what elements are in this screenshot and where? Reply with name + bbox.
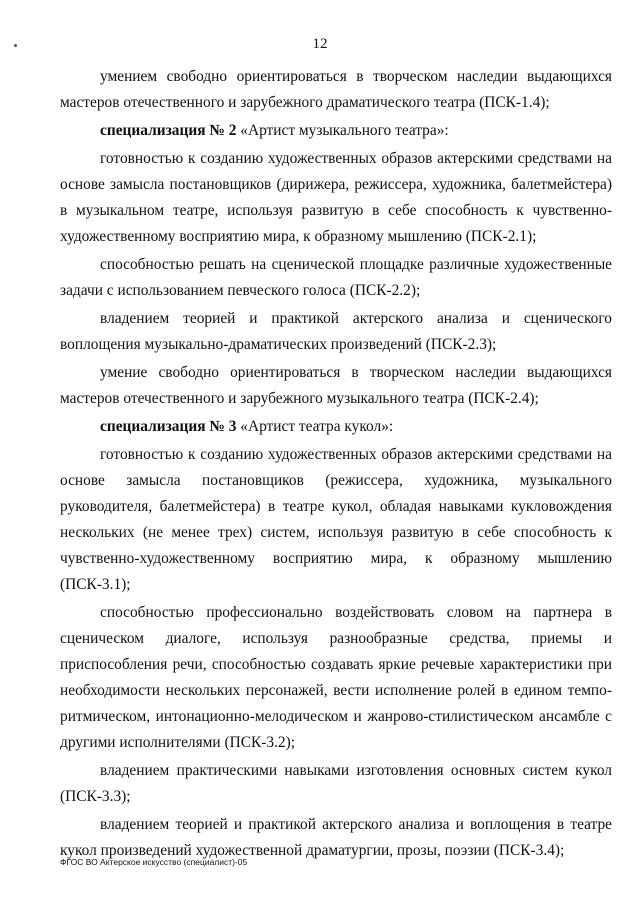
- paragraph-text: готовностью к созданию художественных образов актерскими средствами на основе замысла постановщиков (дирижера, режиссера, художника, балетмейстера) в музыкальном театре, используя развитую в себе способность к чувственно-художественному восприятию мира, к образному мышлению (ПСК-2.1);: [60, 150, 612, 245]
- paragraph-text: готовностью к созданию художественных образов актерскими средствами на основе замысла постановщиков (режиссера, художника, музыкального руководителя, балетмейстера) в театре кукол, обладая навыками кукловождения нескольких (не менее трех) систем, используя развитую в себе способность к чувственно-художественному восприятию мира, к образному мышлению (ПСК-3.1);: [60, 446, 612, 593]
- specialization-2-heading: [60, 118, 612, 144]
- paragraph-text: владением практическими навыками изготовления основных систем кукол (ПСК-3.3);: [60, 762, 612, 805]
- specialization-3-heading: [60, 414, 612, 440]
- specialization-label: специализация № 3: [100, 418, 237, 435]
- document-footer: ФГОС ВО Актерское искусство (специалист)-05: [60, 857, 248, 867]
- specialization-title: «Артист музыкального театра»:: [236, 122, 449, 139]
- document-body: [60, 64, 612, 866]
- specialization-label: специализация № 2: [100, 122, 237, 139]
- paragraph-text: умением свободно ориентироваться в творческом наследии выдающихся мастеров отечественного и зарубежного драматического театра (ПСК-1.4);: [60, 68, 612, 111]
- competency-psk-3-3: [60, 758, 612, 810]
- paragraph-text: владением теорией и практикой актерского анализа и воплощения в театре кукол произведений художественной драматургии, прозы, поэзии (ПСК-3.4);: [60, 816, 612, 859]
- competency-psk-2-3: [60, 306, 612, 358]
- paragraph-text: владением теорией и практикой актерского анализа и сценического воплощения музыкально-драматических произведений (ПСК-2.3);: [60, 310, 612, 353]
- competency-psk-3-1: [60, 442, 612, 598]
- competency-psk-1-4: [60, 64, 612, 116]
- paragraph-text: способностью решать на сценической площадке различные художественные задачи с использованием певческого голоса (ПСК-2.2);: [60, 256, 612, 299]
- specialization-title: «Артист театра кукол»:: [236, 418, 394, 435]
- page-number: 12: [312, 36, 328, 52]
- paragraph-text: умение свободно ориентироваться в творческом наследии выдающихся мастеров отечественного и зарубежного музыкального театра (ПСК-2.4);: [60, 364, 612, 407]
- competency-psk-2-2: [60, 252, 612, 304]
- paragraph-text: способностью профессионально воздействовать словом на партнера в сценическом диалоге, используя разнообразные средства, приемы и приспособления речи, способностью создавать яркие речевые характеристики при необходимости нескольких персонажей, вести исполнение ролей в едином темпо-ритмическом, интонационно-мелодическом и жанрово-стилистическом ансамбле с другими исполнителями (ПСК-3.2);: [60, 604, 612, 751]
- competency-psk-2-1: [60, 146, 612, 250]
- competency-psk-3-2: [60, 600, 612, 756]
- competency-psk-2-4: [60, 360, 612, 412]
